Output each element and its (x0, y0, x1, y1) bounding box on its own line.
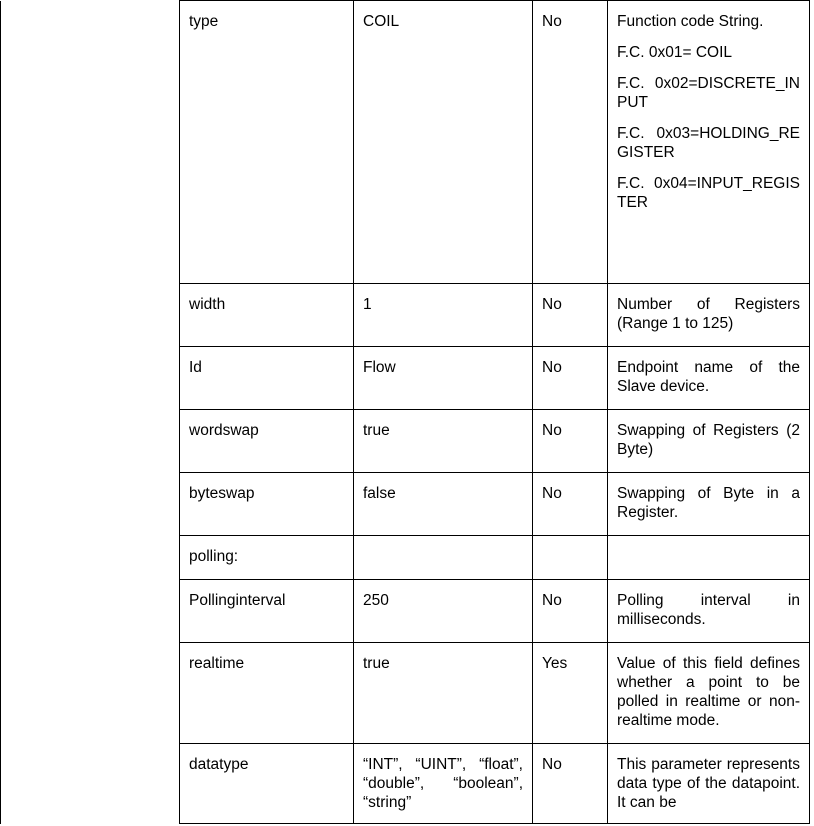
key-cell: datatype (180, 744, 354, 824)
key-cell: polling: (180, 536, 354, 580)
value-cell: 1 (354, 284, 533, 347)
description-cell (608, 536, 810, 580)
description-cell: Endpoint name of the Slave device. (608, 347, 810, 410)
description-cell: Number of Registers (Range 1 to 125) (608, 284, 810, 347)
required-cell: No (533, 284, 608, 347)
description-line: F.C. 0x02=DISCRETE_INPUT (617, 75, 800, 111)
required-cell: No (533, 347, 608, 410)
key-cell: wordswap (180, 410, 354, 473)
required-cell: No (533, 580, 608, 643)
description-line: F.C. 0x01= COIL (617, 44, 733, 61)
required-cell: No (533, 473, 608, 536)
description-cell: Swapping of Byte in a Register. (608, 473, 810, 536)
indent-column (1, 1, 180, 824)
description-cell: This parameter represents data type of the datapoint. It can be (608, 744, 810, 824)
required-cell: No (533, 744, 608, 824)
key-cell: Pollinginterval (180, 580, 354, 643)
value-cell: 250 (354, 580, 533, 643)
value-cell: Flow (354, 347, 533, 410)
required-cell (533, 536, 608, 580)
key-cell: realtime (180, 643, 354, 744)
value-cell: true (354, 410, 533, 473)
description-line: Function code String. (617, 13, 764, 30)
key-cell: Id (180, 347, 354, 410)
value-cell: true (354, 643, 533, 744)
value-cell (354, 536, 533, 580)
key-cell: width (180, 284, 354, 347)
value-cell: false (354, 473, 533, 536)
key-cell: type (180, 1, 354, 284)
required-cell: No (533, 1, 608, 284)
description-cell: Value of this field defines whether a point to be polled in realtime or non-realtime mode. (608, 643, 810, 744)
value-cell: “INT”, “UINT”, “float”, “double”, “boolean”, “string” (354, 744, 533, 824)
required-cell: No (533, 410, 608, 473)
key-cell: byteswap (180, 473, 354, 536)
description-cell: Polling interval in milliseconds. (608, 580, 810, 643)
description-cell (608, 1, 810, 284)
required-cell: Yes (533, 643, 608, 744)
table-row (1, 1, 810, 284)
value-cell: COIL (354, 1, 533, 284)
description-line: F.C. 0x03=HOLDING_REGISTER (617, 125, 800, 161)
description-cell: Swapping of Registers (2 Byte) (608, 410, 810, 473)
description-line: F.C. 0x04=INPUT_REGISTER (617, 175, 800, 211)
